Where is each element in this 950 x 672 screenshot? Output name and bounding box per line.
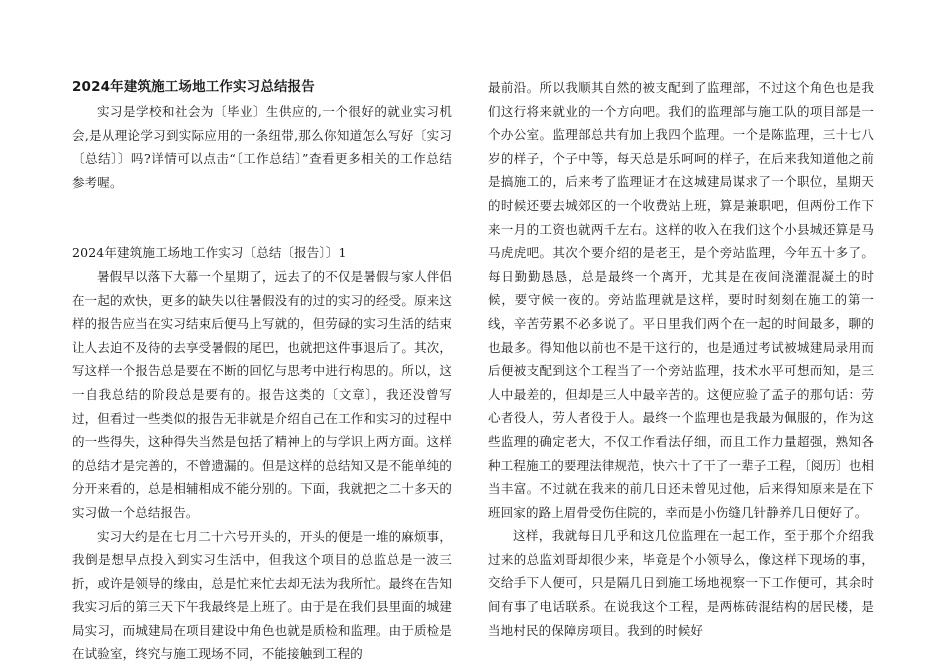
body-paragraph: 这样，我就每日几乎和这几位监理在一起工作，至于那个介绍我过来的总监刘哥却很少来，毕竟是个小领导么，像这样下现场的事，交给手下人便可，只是隔几日到施工场地视察一下工作便可，其余时间有事了电话联系。在说我这个工程，是两栋砖混结构的居民楼，是当地村民的保障房项目。我到的时候好	[488, 528, 874, 638]
section-heading: 2024年建筑施工场地工作实习〔总结〔报告〕〕1	[72, 245, 347, 261]
spacer	[72, 194, 452, 241]
body-paragraph-continued: 最前沿。所以我顺其自然的被支配到了监理部，不过这个角色也是我们这行将来就业的一个方向吧。我们的监理部与施工队的项目部是一个办公室。监理部总共有加上我四个监理。一个是陈监理，三十七八岁的样子，个子中等，每天总是乐呵呵的样子，在后来我知道他之前是搞施工的，后来考了监理证才在这城建局谋求了一个职位，星期天的时候还要去城郊区的一个收费站上班，算是兼职吧，但两份工作下来一月的工资也就两千左右。这样的收入在我们这个小县城还算是马马虎虎吧。其次个要介绍的是老王，是个旁站监理，今年五十多了。每日勤勤恳恳，总是最终一个离开，尤其是在夜间浇灌混凝土的时候，要守候一夜的。旁站监理就是这样，要时时刻刻在施工的第一线，辛苦劳累不必多说了。平日里我们两个在一起的时间最多，聊的也最多。得知他以前也不是干这行的，也是通过考试被城建局录用而后便被支配到这个工程当了一个旁站监理，技术水平可想而知，是三人中最差的，但却是三人中最辛苦的。这便应验了孟子的那句话：劳心者役人，劳人者役于人。最终一个监理也是我最为佩服的，作为这些监理的确定老大，不仅工作看法仔细，而且工作力量超强，熟知各种工程施工的要理法律规范，快六十了干了一辈子工程，〔阅历〕也相当丰富。不过就在我来的前几日还未曾见过他，后来得知原来是在下班回家的路上眉骨受伤住院的，幸而是小伤缝几针静养几日便好了。	[488, 80, 874, 520]
document-title: 2024年建筑施工场地工作实习总结报告	[72, 79, 315, 95]
left-column	[72, 76, 452, 666]
right-column	[488, 76, 874, 642]
intro-paragraph: 实习是学校和社会为〔毕业〕生供应的,一个很好的就业实习机会,是从理论学习到实际应用的一条纽带,那么你知道怎么写好〔实习〔总结〕〕吗?详情可以点击“〔工作总结〕”查看更多相关的工作总结参考喔。	[72, 104, 452, 190]
body-paragraph: 实习大约是在七月二十六号开头的，开头的便是一堆的麻烦事，我倒是想早点投入到实习生活中，但我这个项目的总监总是一波三折，或许是领导的缘由，总是忙来忙去却无法为我所忙。最终在告知我实习后的第三天下午我最终是上班了。由于是在我们县里面的城建局实习，而城建局在项目建设中角色也就是质检和监理。由于质检是在试验室，终究与施工现场不同，不能接触到工程的	[72, 528, 452, 662]
body-paragraph: 暑假早以落下大幕一个星期了，远去了的不仅是暑假与家人伴侣在一起的欢快，更多的缺失以往暑假没有的过的实习的经受。原来这样的报告应当在实习结束后便马上写就的，但劳碌的实习生活的结束让人去迫不及待的去享受暑假的尾巴，也就把这件事退后了。其次，写这样一个报告总是要在不断的回忆与思考中进行构思的。所以，这一自我总结的阶段总是要有的。报告这类的〔文章〕，我还没曾写过，但看过一些类似的报告无非就是介绍自己在工作和实习的过程中的一些得失，这种得失当然是包括了精神上的与学识上两方面。这样的总结才是完善的，不曾遗漏的。但是这样的总结知又是不能单纯的分开来看的，总是相辅相成不能分别的。下面，我就把之二十多天的实习做一个总结报告。	[72, 268, 452, 520]
